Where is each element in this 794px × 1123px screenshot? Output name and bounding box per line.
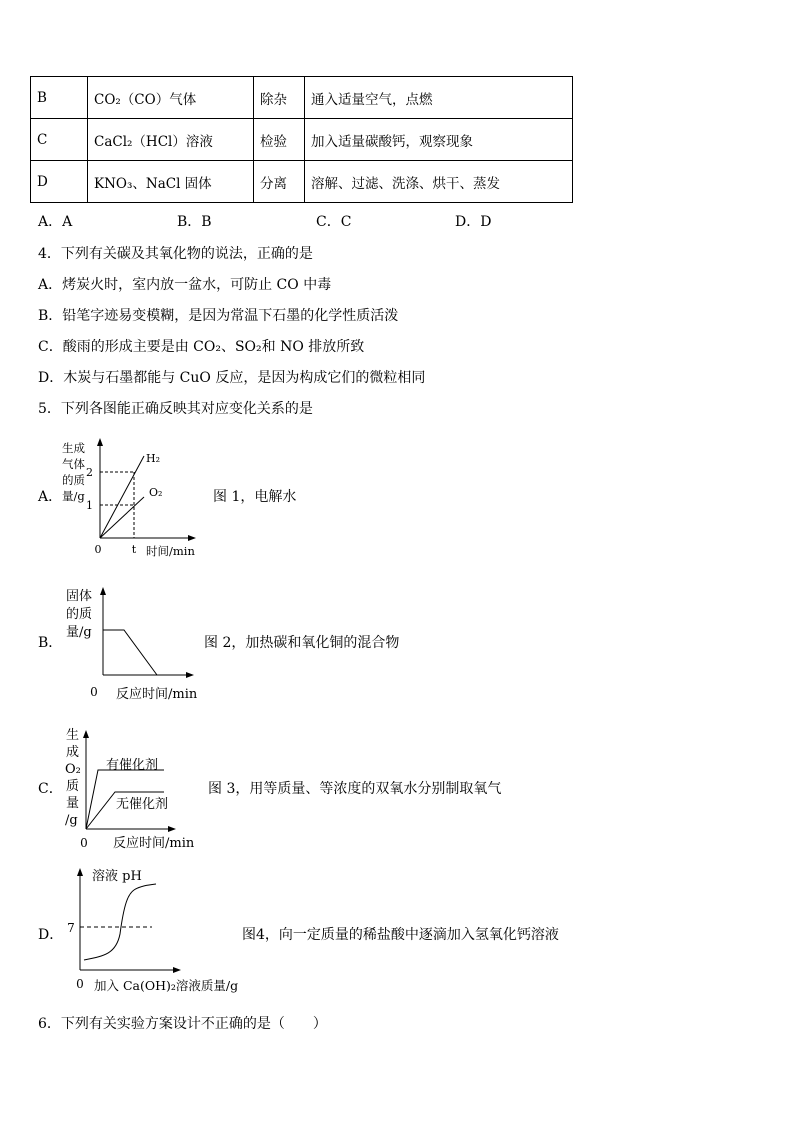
q5-option-a-label[interactable]: A．: [38, 489, 63, 505]
table-cell: 检验: [254, 119, 305, 161]
x-axis-label: 加入 Ca(OH)₂溶液质量/g: [94, 978, 239, 993]
q5-stem: 5．下列各图能正确反映其对应变化关系的是: [38, 401, 313, 417]
series-line-solid-mass: [103, 630, 157, 675]
table-cell: 通入适量空气，点燃: [305, 77, 573, 119]
answer-option-b[interactable]: B．B: [177, 214, 212, 230]
q5-option-d-label[interactable]: D．: [38, 927, 64, 943]
table-row: [31, 119, 573, 161]
y-label-line: 成: [66, 745, 80, 760]
series-line-h2: [100, 456, 144, 538]
y-axis-label: 溶液 pH: [92, 869, 142, 884]
x-axis-label: 时间/min: [146, 544, 195, 558]
table-row: [31, 161, 573, 203]
series-label-without-catalyst: 无催化剂: [116, 797, 169, 812]
series-line-o2: [100, 497, 144, 538]
q3-answer-options: [38, 211, 594, 231]
q4-option-d[interactable]: D．木炭与石墨都能与 CuO 反应，是因为构成它们的微粒相同: [38, 370, 426, 386]
q4-option-c[interactable]: C．酸雨的形成主要是由 CO₂、SO₂和 NO 排放所致: [38, 339, 365, 355]
table-cell: 加入适量碳酸钙，观察现象: [305, 119, 573, 161]
y-label-line: 生: [66, 728, 80, 743]
graph-1-caption: 图 1，电解水: [213, 489, 297, 505]
experiment-table: [30, 76, 573, 203]
table-cell: 除杂: [254, 77, 305, 119]
y-label-line: O₂: [65, 762, 81, 777]
graph-2-caption: 图 2，加热碳和氧化铜的混合物: [204, 635, 400, 651]
origin-label: 0: [90, 685, 98, 699]
graph-4-caption: 图4，向一定质量的稀盐酸中逐滴加入氢氧化钙溶液: [242, 927, 559, 943]
table-cell: D: [31, 161, 88, 203]
answer-option-a[interactable]: A．A: [38, 214, 73, 230]
table-cell: CO₂（CO）气体: [88, 77, 254, 119]
graph-1-electrolysis: [60, 438, 210, 560]
series-label-o2: O₂: [149, 486, 163, 499]
y-label-line: /g: [65, 813, 78, 828]
y-label-line: 量/g: [62, 489, 85, 503]
x-axis-label: 反应时间/min: [116, 687, 198, 702]
y-label-line: 质: [66, 779, 80, 794]
origin-label: 0: [94, 543, 102, 556]
graph-3-hydrogen-peroxide: [60, 725, 210, 853]
series-line-ph: [84, 884, 156, 960]
table-cell: KNO₃、NaCl 固体: [88, 161, 254, 203]
q4-option-a[interactable]: A．烤炭火时，室内放一盆水，可防止 CO 中毒: [38, 277, 332, 293]
x-axis-arrow: [168, 826, 176, 832]
y-axis-arrow: [100, 587, 106, 595]
y-axis-arrow: [83, 730, 89, 738]
answer-option-d[interactable]: D．D: [455, 214, 492, 230]
x-axis-arrow: [173, 967, 181, 973]
origin-label: 0: [80, 836, 88, 850]
y-label-line: 的质: [66, 607, 93, 622]
table-cell: C: [31, 119, 88, 161]
answer-option-c[interactable]: C．C: [316, 214, 352, 230]
y-tick-label: 2: [86, 466, 93, 479]
y-axis-arrow: [97, 438, 103, 446]
table-cell: CaCl₂（HCl）溶液: [88, 119, 254, 161]
series-label-with-catalyst: 有催化剂: [106, 758, 159, 773]
origin-label: 0: [76, 977, 84, 991]
table-cell: 溶解、过滤、洗涤、烘干、蒸发: [305, 161, 573, 203]
y-label-line: 固体: [66, 589, 93, 604]
table-row: [31, 77, 573, 119]
y-tick-label: 7: [67, 921, 75, 935]
x-axis-arrow: [186, 672, 194, 678]
y-axis-arrow: [77, 868, 83, 876]
x-tick-label: t: [131, 543, 137, 556]
y-label-line: 气体: [62, 457, 85, 471]
q4-stem: 4．下列有关碳及其氧化物的说法，正确的是: [38, 246, 313, 262]
q6-stem: 6．下列有关实验方案设计不正确的是（ ）: [38, 1016, 327, 1032]
series-label-h2: H₂: [146, 452, 161, 465]
graph-3-caption: 图 3，用等质量、等浓度的双氧水分别制取氧气: [208, 781, 502, 797]
y-tick-label: 1: [86, 499, 93, 512]
x-axis-arrow: [188, 535, 196, 541]
table-cell: B: [31, 77, 88, 119]
graph-2-heating-carbon-cuo: [60, 586, 210, 706]
y-label-line: 的质: [62, 473, 85, 487]
q5-option-b-label[interactable]: B．: [38, 635, 63, 651]
table-cell: 分离: [254, 161, 305, 203]
q5-option-c-label[interactable]: C．: [38, 781, 63, 797]
y-label-line: 量/g: [66, 625, 92, 640]
y-label-line: 生成: [62, 441, 85, 455]
x-axis-label: 反应时间/min: [113, 836, 195, 851]
graph-4-ph-curve: [64, 864, 254, 998]
y-label-line: 量: [66, 796, 80, 811]
q4-option-b[interactable]: B．铅笔字迹易变模糊，是因为常温下石墨的化学性质活泼: [38, 308, 399, 324]
